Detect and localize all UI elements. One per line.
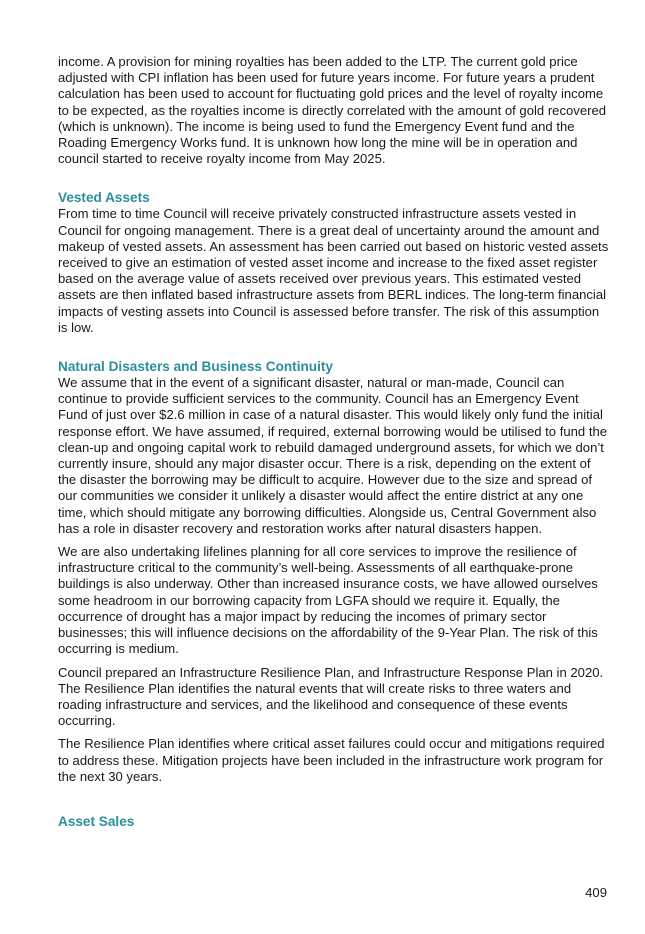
page-number: 409 <box>585 885 607 900</box>
section-heading-vested-assets: Vested Assets <box>58 190 150 206</box>
vested-assets-paragraph: From time to time Council will receive privately constructed infrastructure assets vested in Council for ongoing management. There is a great deal of uncertainty around the amount and makeup of vested assets. An assessment has been carried out based on historic vested assets received to give an estimation of vested asset income and increase to the fixed asset register based on the average value of assets received over previous years. This estimated vested assets are then inflated based infrastructure assets from BERL indices. The long-term financial impacts of vesting assets into Council is assessed before transfer. The risk of this assumption is low. <box>58 206 609 335</box>
section-heading-asset-sales: Asset Sales <box>58 813 135 829</box>
section-heading-natural-disasters: Natural Disasters and Business Continuity <box>58 359 333 375</box>
natural-disasters-paragraph-2: We are also undertaking lifelines planning for all core services to improve the resilience of infrastructure critical to the community’s well-being. Assessments of all earthquake-prone buildings is also underway. Other than increased insurance costs, we have allowed ourselves some headroom in our borrowing capacity from LGFA should we require it. Equally, the occurrence of drought has a major impact by reducing the incomes of primary sector businesses; this will influence decisions on the affordability of the 9-Year Plan. The risk of this occurring is medium. <box>58 544 598 657</box>
natural-disasters-paragraph-1: We assume that in the event of a significant disaster, natural or man-made, Council can continue to provide sufficient services to the community. Council has an Emergency Event Fund of just over $2.6 million in case of a natural disaster. This would likely only fund the initial response effort. We have assumed, if required, external borrowing would be utilised to fund the clean-up and ongoing capital work to rebuild damaged underground assets, for which we don’t currently insure, should any major disaster occur. There is a risk, depending on the extent of the disaster the borrowing may be difficult to acquire. However due to the size and spread of our communities we consider it unlikely a disaster would affect the entire district at any one time, which should mitigate any borrowing difficulties. Alongside us, Central Government also has a role in disaster recovery and restoration works after natural disasters happen. <box>58 375 608 536</box>
document-page <box>58 54 610 830</box>
natural-disasters-paragraph-3: Council prepared an Infrastructure Resilience Plan, and Infrastructure Response Plan in 2020. The Resilience Plan identifies the natural events that will create risks to three waters and roading infrastructure and services, and the likelihood and consequence of these events occurring. <box>58 664 604 729</box>
intro-paragraph: income. A provision for mining royalties has been added to the LTP. The current gold price adjusted with CPI inflation has been used for future years income. For future years a prudent calculation has been used to account for fluctuating gold prices and the level of royalty income to be expected, as the royalties income is directly correlated with the amount of gold recovered (which is unknown). The income is being used to fund the Emergency Event fund and the Roading Emergency Works fund. It is unknown how long the mine will be in operation and council started to receive royalty income from May 2025. <box>58 54 607 167</box>
natural-disasters-paragraph-4: The Resilience Plan identifies where critical asset failures could occur and mitigations required to address these. Mitigation projects have been included in the infrastructure work program for the next 30 years. <box>58 736 605 784</box>
